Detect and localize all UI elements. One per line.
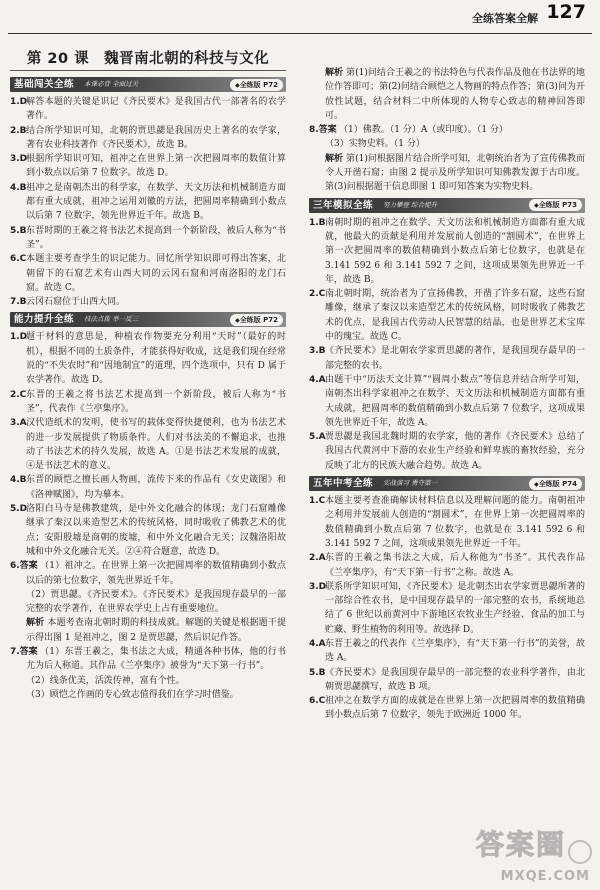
item-number: 2.A — [309, 553, 326, 564]
section-subtitle: 本课必背 全面过关 — [84, 80, 139, 88]
page-number: 127 — [546, 1, 586, 23]
analysis-label: 解析 — [325, 68, 344, 78]
item-text: 南北朝时期，统治者为了宣扬佛教，开凿了许多石窟，这些石窟雕像，继承了秦汉以来造型艺术的传统风格，同时吸收了佛教艺术的优点，是我国古代劳动人民智慧的结晶，也是世界艺术宝库中的瑰宝。故选 C。 — [325, 289, 585, 343]
item-number: 5.D — [10, 504, 28, 515]
item-text: 云冈石窟位于山西大同。 — [26, 297, 126, 308]
answer-item — [309, 637, 585, 666]
answer-item — [309, 216, 585, 287]
answer-item — [10, 295, 286, 309]
item-number: 1.B — [309, 217, 326, 228]
item-text: 本题主要考查准确解读材料信息以及理解问题的能力。南朝祖冲之利用并发展前人创造的“割圆术”，在世界上第一次把圆周率的数值精确到小数点后第 7 位数字，也就是在 3.141 592 6 和 3.141 592 7 之间，这项成果领先世界近一千年。 — [325, 496, 585, 549]
section-ability — [10, 312, 286, 327]
item-number: 2.B — [10, 125, 27, 136]
item-number: 3.D — [10, 154, 28, 165]
answer-item — [309, 666, 585, 695]
item-text: 结合所学知识可知，北朝的贾思勰是我国历史上著名的农学家，著有农业科技著作《齐民要术》，故选 B。 — [26, 125, 286, 150]
answer-item — [10, 473, 286, 502]
section-page-ref: ◆ 全练版 P74 — [529, 478, 582, 490]
answer-item — [10, 124, 286, 153]
item-text: 《齐民要术》是我国现存最早的一部完整的农业科学著作，由北朝贾思勰撰写，故选 B 项。 — [325, 667, 585, 692]
right-column — [309, 66, 585, 723]
item-number: 4.A — [309, 638, 326, 649]
section-page-ref: ◆ 全练版 P72 — [230, 314, 283, 326]
answer-item — [10, 95, 286, 124]
item-text: 汉代造纸术的发明，使书写的载体变得快捷便利，也为书法艺术的进一步发展提供了物质条件。人们对书法美的不懈追求，也推动了书法艺术的持久发展，故选 A。①是书法艺术发展的成就，④是书法艺术的意义。 — [26, 418, 286, 472]
left-column — [10, 48, 286, 702]
section-subtitle: 实战演习 勇夺第一 — [383, 479, 438, 488]
watermark-seal-icon — [568, 840, 592, 864]
item-number: 3.A — [10, 418, 27, 429]
answer-item — [10, 252, 286, 295]
item-number: 6.C — [10, 254, 27, 265]
watermark-logo: 答案圈 — [475, 828, 566, 861]
item-number: 1.C — [309, 496, 326, 507]
item-text: 东晋时期的王羲之将书法艺术提高到一个新阶段，被后人称为“书圣”。 — [26, 225, 286, 250]
item-number: 7.B — [10, 297, 27, 308]
answer-item — [10, 388, 286, 417]
watermark-url: MXQE.COM — [500, 868, 590, 884]
item-number: 6.C — [309, 696, 326, 707]
section-basic — [10, 77, 286, 92]
item-number: 4.B — [10, 182, 27, 193]
page-header — [0, 0, 600, 36]
header-divider — [8, 33, 592, 34]
header-title: 全练答案全解 — [472, 12, 538, 25]
answer-6-part2: （2）贾思勰。《齐民要术》。《齐民要术》是我国现存最早的一部完整的农学著作，在世界农学史上占有重要地位。 — [26, 589, 286, 615]
item-number: 5.B — [309, 667, 326, 678]
answer-7-analysis — [309, 66, 585, 123]
answer-8-analysis — [309, 152, 585, 195]
item-text: 解答本题的关键是识记《齐民要术》是我国古代一部著名的农学著作。 — [26, 97, 286, 122]
item-text: 东晋的王羲之集书法之大成，后人称他为“书圣”。其代表作品《兰亭集序》，有“天下第一行书”之称。故选 A。 — [325, 553, 585, 578]
item-text: 祖冲之是南朝杰出的科学家，在数学、天文历法和机械制造方面都有重大成就，祖冲之运用刘徽的方法，把圆周率精确到小数点以后第 7 位数字，领先世界近千年。故选 B。 — [26, 182, 286, 222]
section-page-ref: ◆ 全练版 P72 — [230, 79, 283, 91]
answer-item — [309, 430, 585, 473]
item-text: 祖冲之在数学方面的成就是在世界上第一次把圆周率的数值精确到小数点后第 7 位数字，领先于欧洲近 1000 年。 — [325, 696, 585, 721]
answer-item — [10, 224, 286, 253]
item-number: 8.答案 — [309, 125, 337, 136]
item-text: 贾思勰是我国北魏时期的农学家，他的著作《齐民要术》总结了我国古代黄河中下游的农业生产经验和鲜卑族的畜牧经验，充分反映了北方的民族大融合趋势。故选 A。 — [325, 432, 585, 471]
section-title: 基础闯关全练 — [14, 79, 75, 90]
basic-answer-list — [10, 95, 286, 309]
answer-item — [10, 181, 286, 224]
answer-item — [309, 580, 585, 637]
item-text: 南朝时期的祖冲之在数学、天文历法和机械制造方面都有重大成就，他最大的贡献是利用并发展前人创造的“割圆术”，在世界上第一次把圆周率的数值精确到小数点后第七位数字，也就是在 3.141 592 6 和 3.141 592 7 之间，这项成果领先世界近一千年，故选 B。 — [325, 217, 585, 285]
answer-item — [309, 551, 585, 580]
answer-7 — [10, 645, 286, 674]
answer-8-part3: （3）实物史料。（1 分） — [325, 139, 425, 150]
analysis-text: 第(1)问结合王羲之的书法特色与代表作品及他在书法界的地位作答即可；第(2)问结合顾恺之人物画的特点作答；第(3)问为开放性试题，结合材料二中所体现的人物专心致志的精神回答即可。 — [325, 68, 585, 121]
answer-item — [10, 416, 286, 473]
section-title: 三年模拟全练 — [313, 199, 374, 211]
answer-8 — [309, 123, 585, 137]
item-number: 1.D — [10, 332, 28, 343]
section-exam — [309, 476, 585, 491]
answer-6-analysis — [10, 616, 286, 645]
section-subtitle: 技法点拨 举一反三 — [84, 315, 139, 324]
answer-item — [10, 502, 286, 559]
analysis-text: 第(1)问根据图片结合所学可知，北朝统治者为了宣传佛教而令人开凿石窟；由图 2 提示及所学知识可知佛教发源于古印度。第(3)问根据题干信息即图 1 即可知答案为实物史料。 — [325, 153, 585, 193]
item-number: 1.D — [10, 97, 28, 107]
item-number: 5.B — [10, 225, 27, 236]
answer-text: （1）佛教。（1 分）A（或印度）。（1 分） — [339, 125, 508, 136]
item-number: 3.D — [309, 581, 327, 592]
item-text: 《齐民要术》是北朝农学家贾思勰的著作，是我国现存最早的一部完整的农书。 — [325, 346, 585, 371]
section-title: 五年中考全练 — [313, 478, 374, 490]
answer-7-part3: （3）顾恺之作画的专心致志值得我们在学习时借鉴。 — [26, 689, 239, 700]
mock-answer-list — [309, 216, 585, 473]
answer-6 — [10, 559, 286, 588]
analysis-text: 本题考查南北朝时期的科技成就。解题的关键是根据题干提示得出图 1 是祖冲之，图 2 是贾思勰，然后识记作答。 — [26, 618, 286, 643]
item-text: 联系所学知识可知，《齐民要术》是北朝杰出农学家贾思勰所著的一部综合性农书，是中国现存最早的一部完整的农书，系统地总结了 6 世纪以前黄河中下游地区农牧业生产经验、食品的加工与贮藏、野生植物的利用等。故选择 D。 — [325, 581, 585, 635]
section-title: 能力提升全练 — [14, 314, 75, 326]
item-text: 根据所学知识可知，祖冲之在世界上第一次把圆周率的数值计算到小数点以后第 7 位数字。故选 D。 — [26, 154, 286, 179]
item-number: 2.C — [309, 289, 326, 300]
answer-item — [309, 287, 585, 344]
ability-answer-list — [10, 330, 286, 559]
answer-text: （1）祖冲之。在世界上第一次把圆周率的数值精确到小数点以后的第七位数字，领先世界近千年。 — [26, 561, 286, 586]
analysis-label: 解析 — [325, 153, 344, 164]
answer-item — [10, 152, 286, 181]
section-mock — [309, 198, 585, 213]
item-number: 4.B — [10, 475, 27, 486]
answer-item — [10, 330, 286, 387]
item-text: 东晋的顾恺之擅长画人物画，流传下来的作品有《女史箴图》和《洛神赋图》，均为摹本。 — [26, 475, 286, 500]
item-number: 5.A — [309, 432, 326, 443]
answer-item — [309, 494, 585, 551]
exam-answer-list — [309, 494, 585, 723]
item-number: 2.C — [10, 389, 27, 400]
answer-text: （1）东晋王羲之，集书法之大成，精通各种书体，他的行书尤为后人称道。其作品《兰亭集序》被誉为“天下第一行书”。 — [26, 646, 286, 672]
item-text: 本题主要考查学生的识记能力。回忆所学知识即可得出答案，北朝留下的石窟艺术有山西大同的云冈石窟和河南洛阳的龙门石窟。故选 C。 — [26, 254, 286, 293]
item-text: 洛阳白马寺是佛教建筑，是中外文化融合的体现；龙门石窟雕像继承了秦汉以来造型艺术的传统风格，同时吸收了佛教艺术的优点；安阳殷墟是商朝的废墟，和中外文化融合无关；汉魏洛阳故城和中外文化融合无关。②④符合题意，故选 D。 — [26, 504, 286, 557]
answer-7-part2: （2）线条优美，活泼传神，富有个性。 — [26, 675, 185, 686]
item-text: 东晋的王羲之将书法艺术提高到一个新阶段，被后人称为“书圣”，代表作《兰亭集序》。 — [26, 389, 286, 414]
answer-item — [309, 344, 585, 373]
item-number: 6.答案 — [10, 561, 38, 572]
item-number: 3.B — [309, 346, 326, 357]
lesson-title: 第 20 课 魏晋南北朝的科技与文化 — [10, 48, 286, 71]
section-page-ref: ◆ 全练版 P73 — [529, 199, 582, 211]
site-watermark — [442, 828, 592, 884]
answer-item — [309, 373, 585, 430]
answer-item — [309, 694, 585, 723]
item-number: 4.A — [309, 374, 326, 385]
section-subtitle: 努力攀登 综合提升 — [383, 200, 438, 209]
analysis-label: 解析 — [26, 618, 45, 629]
item-text: 由题干中“历法天文计算”“圆周小数点”等信息并结合所学可知，南朝杰出科学家祖冲之在数学、天文历法和机械制造方面都有重大成就，把圆周率的数值精确到小数点后第 7 位数字，这项成果领先世界近千年，故选 A。 — [325, 374, 585, 428]
item-text: 东晋王羲之的代表作《兰亭集序》，有“天下第一行书”的美誉，故选 A。 — [325, 638, 585, 664]
item-text: 题干材料的意思是，种植农作物要充分利用“天时”（最好的时机），根据不同的土质条件，才能获得好收成，这是我们现在经常说的“不失农时”和“因地制宜”的道理，四个选项中，只有 D 属于农学著作。故选 D。 — [26, 332, 286, 386]
item-number: 7.答案 — [10, 646, 38, 657]
